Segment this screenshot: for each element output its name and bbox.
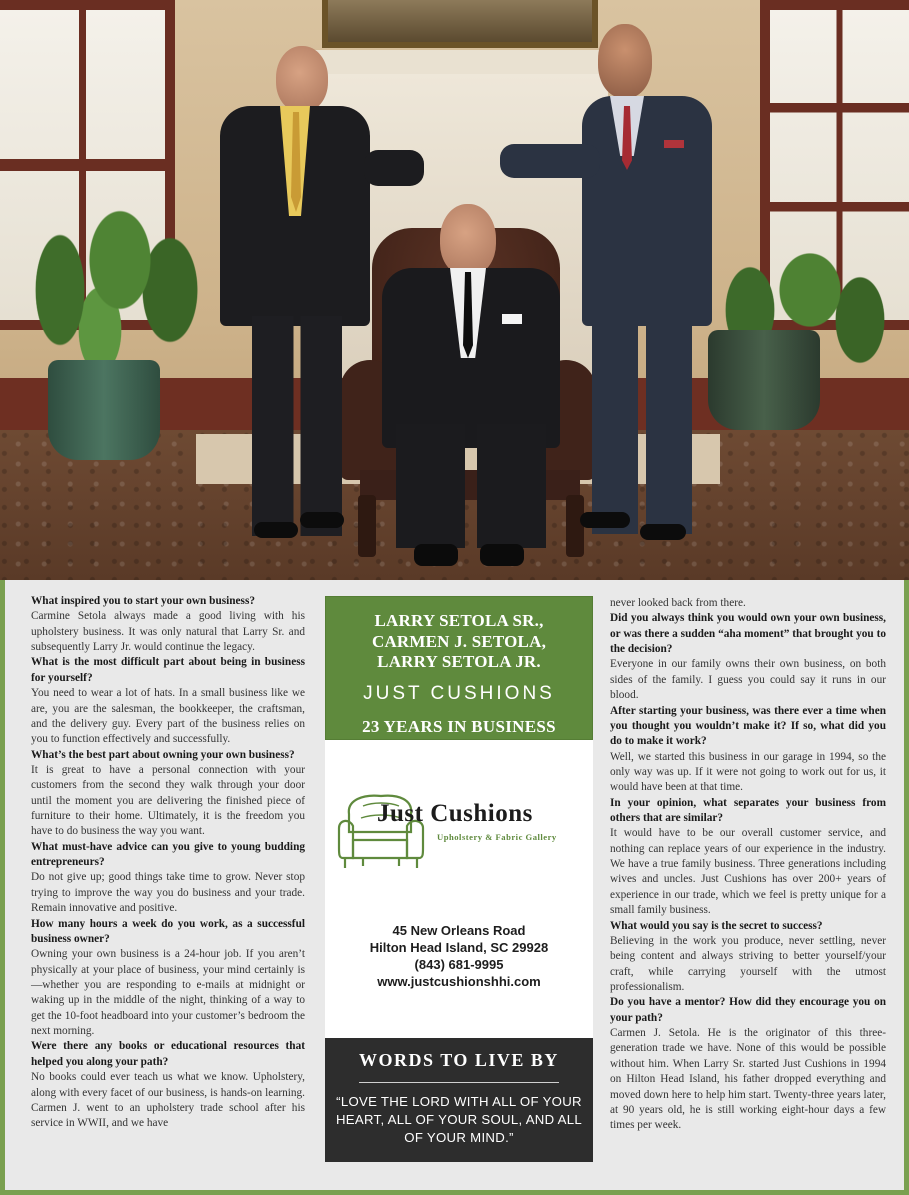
- qa-item: [31, 655, 305, 747]
- qa-item: [610, 596, 886, 611]
- qa-item: [31, 748, 305, 840]
- answer: No books could ever teach us what we know. Upholstery, along with every facet of our business, is hands-on learning. Carmen J. went to an upholstery trade school after his service in WWII, and we have: [31, 1071, 305, 1130]
- answer: never looked back from there.: [610, 597, 746, 609]
- answer: You need to wear a lot of hats. In a small business like we are, you are the salesman, the bookkeeper, the craftsman, and the delivery guy. Every part of the business relies on you to function effectively and successfully.: [31, 687, 305, 746]
- plant-left: [0, 170, 220, 370]
- answer: Owning your own business is a 24-hour job. If you aren’t physically at your place of business, your mind certainly is—whether you are responding to e-mails at midnight or waking up in the middle of the night, thinking of a way to get the 10-foot headboard into your customer’s bedroom the next morning.: [31, 948, 305, 1038]
- question: In your opinion, what separates your business from others that are similar?: [610, 796, 886, 825]
- answer: It is great to have a personal connection with your customers from the second they walk through your door until the moment you are delivering the finished piece of furniture to their home. Ultimately, it is the freedom you have to do business the way you want.: [31, 763, 305, 838]
- owner-name: CARMEN J. SETOLA,: [371, 631, 547, 651]
- divider: [359, 1082, 559, 1083]
- question: What would you say is the secret to success?: [610, 919, 823, 932]
- answer: It would have to be our overall customer service, and nothing can replace years of our experience in the industry. We have a true family business. Three generations including wives and uncles. Just Cushions has over 200+ years of experience in our trade, which we feel is pretty unique for a small family business.: [610, 827, 886, 917]
- qa-item: [610, 995, 886, 1133]
- brand-name: JUST CUSHIONS: [363, 683, 555, 705]
- answer: Carmine Setola always made a good living with his upholstery business. It was only natural that Larry Sr. and subsequently Larry Jr. would continue the legacy.: [31, 610, 305, 654]
- person-right: [500, 24, 716, 548]
- qa-item: [610, 611, 886, 703]
- question: What is the most difficult part about being in business for yourself?: [31, 656, 305, 684]
- qa-item: [610, 796, 886, 919]
- owner-name: LARRY SETOLA JR.: [377, 652, 541, 672]
- qa-item: [31, 917, 305, 1040]
- phone-number: (843) 681-9995: [414, 957, 504, 973]
- left-column: [31, 594, 305, 1132]
- question: After starting your business, was there ever a time when you thought you wouldn’t make it? If so, what did you do to make it work?: [610, 704, 886, 748]
- question: How many hours a week do you work, as a successful business owner?: [31, 917, 305, 945]
- article-panel: [0, 580, 909, 1195]
- question: Were there any books or educational resources that helped you along your path?: [31, 1040, 305, 1068]
- center-column: [325, 596, 593, 1162]
- city-state-zip: Hilton Head Island, SC 29928: [369, 940, 549, 956]
- street-address: 45 New Orleans Road: [392, 923, 526, 938]
- answer: Everyone in our family owns their own business, on both sides of the family. I guess you could say it runs in our blood.: [610, 658, 886, 702]
- question: Do you have a mentor? How did they encourage you on your path?: [610, 996, 886, 1024]
- plant-pot-left: [48, 360, 160, 460]
- right-column: [610, 596, 886, 1134]
- question: What’s the best part about owning your own business?: [31, 748, 295, 761]
- owner-name: LARRY SETOLA SR.,: [374, 611, 544, 630]
- portrait-photo: [0, 0, 909, 580]
- names-box: [325, 596, 593, 740]
- logo-address-box: [325, 740, 593, 1038]
- plant-pot-right: [708, 330, 820, 430]
- website-link[interactable]: www.justcushionshhi.com: [377, 974, 541, 990]
- logo-subtitle: Upholstery & Fabric Gallery: [437, 832, 557, 842]
- question: Did you always think you would own your own business, or was there a sudden “aha moment” that brought you to the decision?: [610, 612, 886, 656]
- answer: Do not give up; good things take time to grow. Never stop trying to improve the way you do business and your trade. Remain innovative and positive.: [31, 871, 305, 915]
- answer: Believing in the work you produce, never settling, never being content and always striving to better yourself/your craft, while carrying yourself with the utmost professionalism.: [610, 934, 886, 993]
- qa-item: [31, 1039, 305, 1131]
- contact-block: [325, 922, 593, 991]
- question: What must-have advice can you give to young budding entrepreneurs?: [31, 840, 305, 869]
- question: What inspired you to start your own business?: [31, 595, 255, 607]
- words-to-live-by-box: [325, 1038, 593, 1162]
- answer: Carmen J. Setola. He is the originator of this three-generation trade we have. None of this would be possible without him. When Larry Sr. started Just Cushions in 1994 on Hilton Head Island, his father dropped everything and moved down here to help him start. Twenty-three years later, at 90 years old, he is still working eight-hour days a few times per week.: [610, 1027, 886, 1132]
- logo-title: Just Cushions: [377, 800, 533, 827]
- words-title: WORDS TO LIVE BY: [359, 1050, 559, 1070]
- qa-item: [610, 704, 886, 796]
- qa-item: [31, 840, 305, 917]
- company-logo: [333, 788, 585, 878]
- answer: Well, we started this business in our garage in 1994, so the only way was up. If it were not going to work out for us, it would have been at that time.: [610, 750, 886, 794]
- years-in-business: 23 YEARS IN BUSINESS: [362, 717, 556, 737]
- qa-item: [610, 919, 886, 996]
- owner-names: [326, 611, 592, 673]
- motto-quote: “LOVE THE LORD WITH ALL OF YOUR HEART, ALL OF YOUR SOUL, AND ALL OF YOUR MIND.”: [335, 1094, 583, 1145]
- qa-item: [31, 594, 305, 655]
